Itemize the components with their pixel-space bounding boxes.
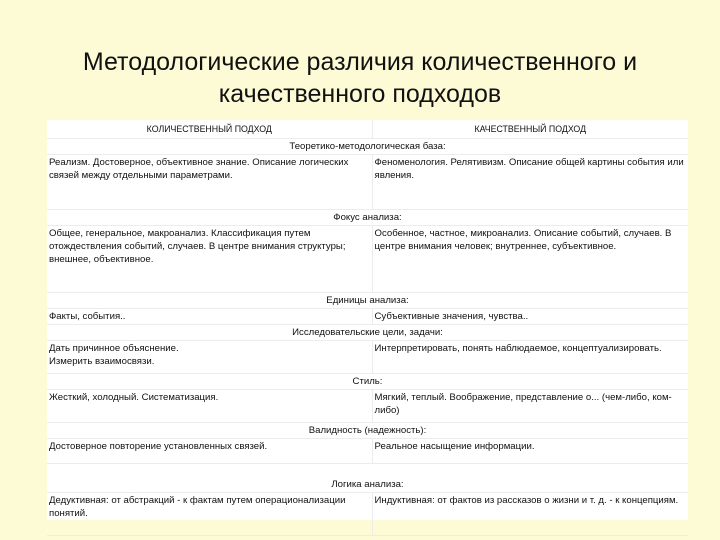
quantitative-cell: Жесткий, холодный. Систематизация.: [47, 390, 372, 423]
section-heading-row: [47, 210, 688, 226]
section-heading: Фокус анализа:: [47, 210, 688, 226]
table-row: [47, 493, 688, 536]
qualitative-cell: Реальное насыщение информации.: [372, 439, 688, 464]
qualitative-cell: Мягкий, теплый. Воображение, представление о... (чем-либо, ком-либо): [372, 390, 688, 423]
section-heading-row: [47, 464, 688, 493]
title-line-1: Методологические различия количественного и: [82, 48, 638, 76]
table-row: [47, 226, 688, 293]
comparison-table: [47, 120, 688, 520]
qualitative-cell: Феноменология. Релятивизм. Описание общей картины события или явления.: [372, 155, 688, 210]
table-row: [47, 390, 688, 423]
section-heading: Валидность (надежность):: [47, 423, 688, 439]
quantitative-cell: Общее, генеральное, макроанализ. Классификация путем отождествления событий, случаев. В центре внимания структуры; внешнее, объективное.: [47, 226, 372, 293]
title-line-2: качественного подходов: [218, 80, 502, 108]
table-row: [47, 155, 688, 210]
section-heading-row: [47, 423, 688, 439]
quantitative-cell: Факты, события..: [47, 309, 372, 325]
slide-title: [20, 46, 700, 110]
table-row: [47, 309, 688, 325]
header-quantitative: КОЛИЧЕСТВЕННЫЙ ПОДХОД: [47, 120, 372, 139]
section-heading-row: [47, 139, 688, 155]
table-row: [47, 439, 688, 464]
section-heading: Теоретико-методологическая база:: [47, 139, 688, 155]
section-heading: Исследовательские цели, задачи:: [47, 325, 688, 341]
section-heading-row: [47, 293, 688, 309]
quantitative-cell: Дать причинное объяснение. Измерить взаимосвязи.: [47, 341, 372, 374]
qualitative-cell: Субъективные значения, чувства..: [372, 309, 688, 325]
qualitative-cell: Интерпретировать, понять наблюдаемое, концептуализировать.: [372, 341, 688, 374]
table-row: [47, 341, 688, 374]
section-heading: Стиль:: [47, 374, 688, 390]
section-heading-row: [47, 374, 688, 390]
quantitative-cell: Реализм. Достоверное, объективное знание. Описание логических связей между отдельными параметрами.: [47, 155, 372, 210]
section-heading: Логика анализа:: [47, 464, 688, 493]
table-header-row: [47, 120, 688, 139]
quantitative-cell: Достоверное повторение установленных связей.: [47, 439, 372, 464]
qualitative-cell: Особенное, частное, микроанализ. Описание событий, случаев. В центре внимания человек; внутреннее, субъективное.: [372, 226, 688, 293]
quantitative-cell: Дедуктивная: от абстракций - к фактам путем операционализации понятий.: [47, 493, 372, 536]
qualitative-cell: Индуктивная: от фактов из рассказов о жизни и т. д. - к концепциям.: [372, 493, 688, 536]
section-heading: Единицы анализа:: [47, 293, 688, 309]
header-qualitative: КАЧЕСТВЕННЫЙ ПОДХОД: [372, 120, 688, 139]
section-heading-row: [47, 325, 688, 341]
